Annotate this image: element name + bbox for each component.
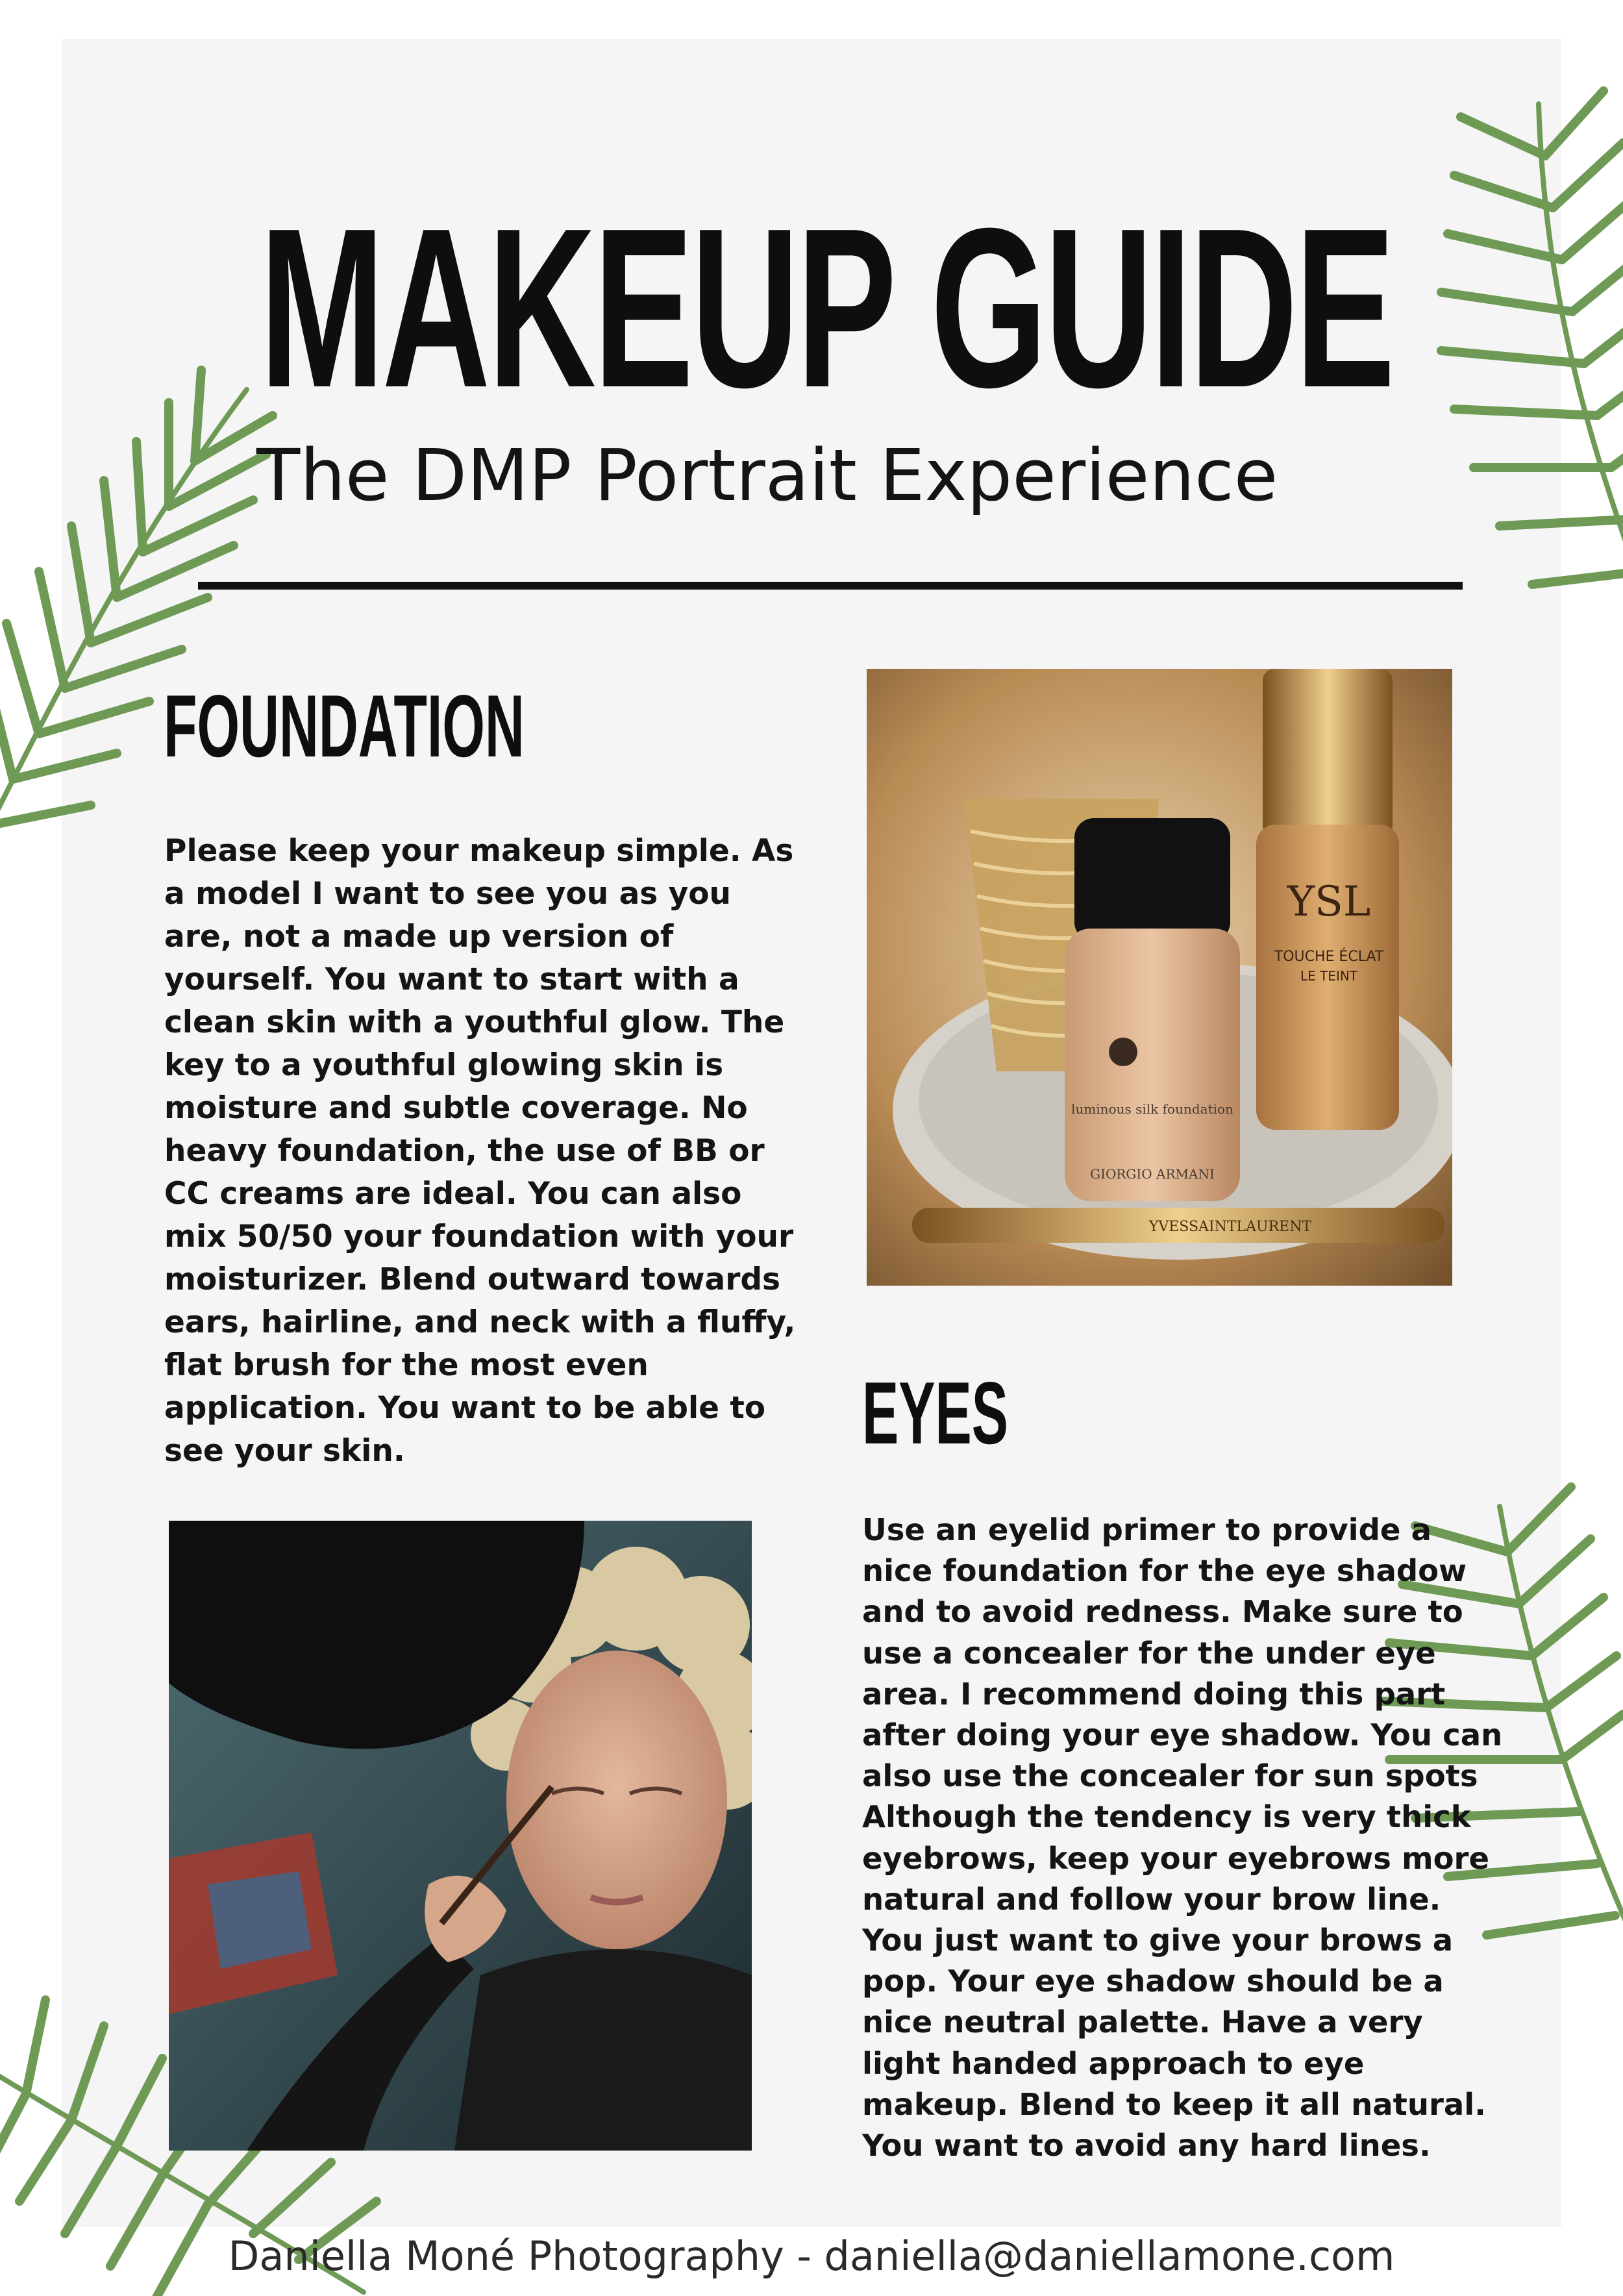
footer-contact: Daniella Moné Photography - daniella@daniellamone.com [228, 2232, 1395, 2280]
ysl-sub: LE TEINT [1300, 968, 1358, 984]
palm-leaf-top-left [0, 286, 273, 870]
eyes-paragraph: Use an eyelid primer to provide a nice foundation for the eye shadow and to avoid redness. Make sure to use a concealer for the under eye area. I recommend doing this part after doing your eye shadow. You can also use the concealer for sun spots Although the tendency is very thick eyebrows, keep your eyebrows more natural and follow your brow line. You just want to give your brows a pop. Your eye shadow should be a nice neutral palette. Have a very light handed approach to eye makeup. Blend to keep it all natural. You want to avoid any hard lines. [862, 1512, 1503, 2164]
foundation-heading: FOUNDATION [164, 677, 525, 775]
ysl-label: TOUCHE ÉCLAT [1274, 949, 1384, 965]
foundation-paragraph: Please keep your makeup simple. As a model I want to see you as you are, not a made up version of yourself. You want to start with a clean skin with a youthful glow. The key to a youthful glowing skin is moisture and subtle coverage. No heavy foundation, the use of BB or CC creams are ideal. You can also mix 50/50 your foundation with your moisturizer. Blend outward towards ears, hairline, and neck with a fluffy, flat brush for the most even application. You want to be able to see your skin. [164, 833, 796, 1469]
armani-bottle [1065, 818, 1240, 1201]
armani-label: luminous silk foundation [1071, 1101, 1233, 1117]
armani-brand: GIORGIO ARMANI [1090, 1166, 1215, 1182]
ysl-bottle [1256, 669, 1399, 1130]
header-divider [198, 582, 1463, 590]
page-title: MAKEUP GUIDE [260, 181, 1393, 435]
makeup-artist-photo [169, 1521, 752, 2151]
svg-text:YSL: YSL [1287, 878, 1371, 926]
page-subtitle: The DMP Portrait Experience [256, 434, 1278, 517]
palm-leaf-top-right [1383, 78, 1623, 636]
eyes-heading: EYES [862, 1364, 1008, 1462]
products-photo [867, 669, 1452, 1286]
pen-label: YVESSAINTLAURENT [1148, 1219, 1312, 1235]
concealer-pen [912, 1208, 1444, 1243]
